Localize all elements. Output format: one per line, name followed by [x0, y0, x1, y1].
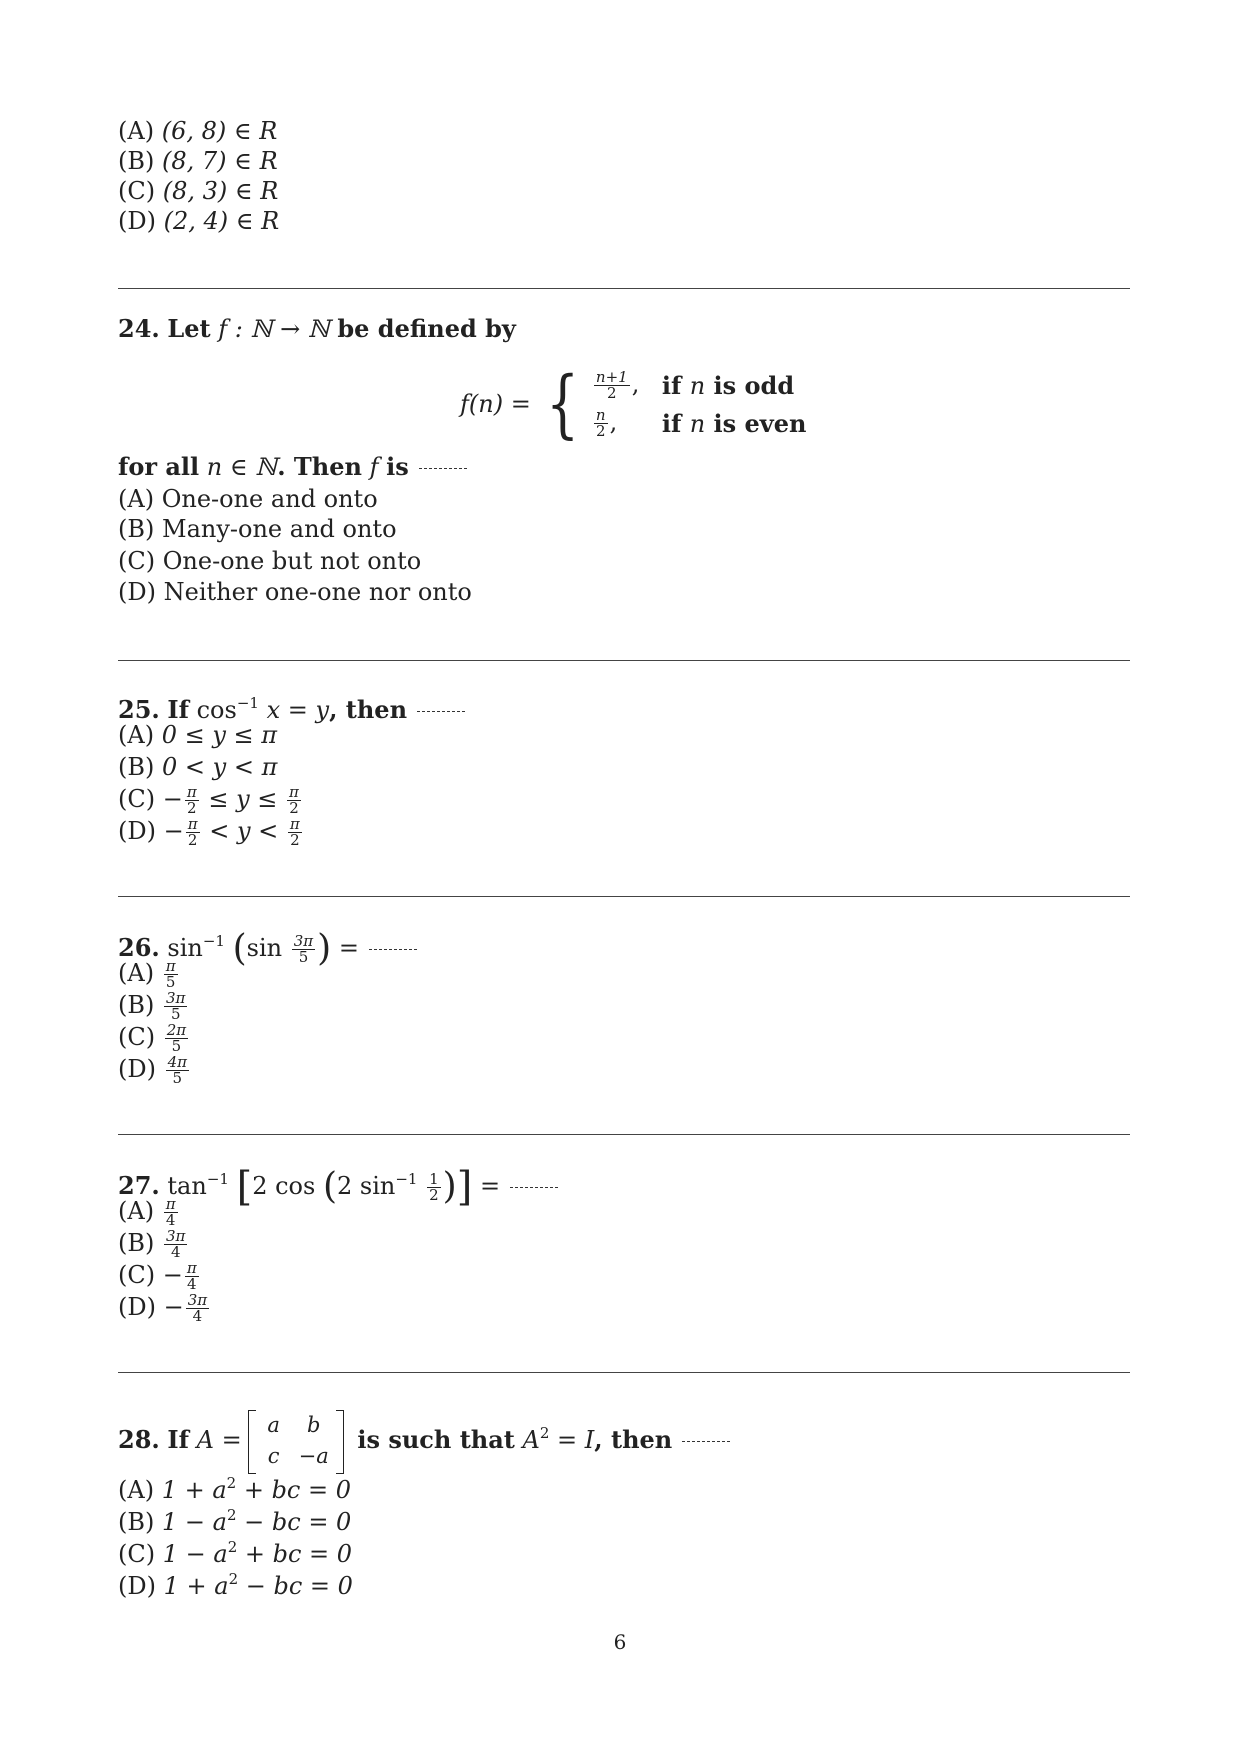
q23-option-b: (B) (8, 7) ∈ R — [118, 147, 278, 175]
q27-option-a: (A) $\frac{\pi}{4}$ — [118, 1195, 176, 1229]
q26-stem: 26. $\sin^{-1} (\sin$ $\frac{3\pi}{5}$ ) = — [118, 926, 417, 965]
left-brace-icon: { — [545, 361, 579, 447]
q26-option-b: (B) $\frac{3\pi}{5}$ — [118, 989, 186, 1023]
q24-option-d: (D) Neither one-one nor onto — [118, 578, 472, 606]
q24-case1-fraction: $\frac{n+1}{2}$ — [595, 367, 628, 402]
q23-option-c: (C) (8, 3) ∈ R — [118, 177, 279, 205]
q28-number: 28. — [118, 1425, 160, 1454]
q28-option-a: (A) $1 + a^2$ + bc = 0 — [118, 1474, 352, 1504]
separator — [118, 1372, 1130, 1373]
q27-number: 27. — [118, 1171, 160, 1200]
q26-option-c: (C) $\frac{2\pi}{5}$ — [118, 1021, 187, 1055]
q25-option-a: (A) 0 ≤ y ≤ π — [118, 721, 278, 749]
q27-option-d: (D) − $\frac{3\pi}{4}$ — [118, 1291, 208, 1325]
answer-blank — [417, 711, 465, 712]
q28-option-d: (D) $1 + a^2$ − bc = 0 — [118, 1570, 353, 1600]
q23-option-a: (A) (6, 8) ∈ R — [118, 117, 278, 145]
q24-case2-fraction: $\frac{n}{2}$ — [595, 405, 606, 440]
separator — [118, 660, 1130, 661]
q27-option-b: (B) $\frac{3\pi}{4}$ — [118, 1227, 186, 1261]
separator — [118, 1134, 1130, 1135]
page-number: 6 — [613, 1630, 627, 1654]
q24-option-c: (C) One-one but not onto — [118, 547, 422, 575]
q25-option-b: (B) 0 < y < π — [118, 753, 278, 781]
separator — [118, 288, 1130, 289]
q24-option-b: (B) Many-one and onto — [118, 515, 397, 543]
q24-piecewise-function: f(n) = { $\frac{n+1}{2}$ , if n is odd $\frac{n}{2}$ , if n is even — [460, 361, 807, 447]
q27-stem: 27. $\tan^{-1} [2$ cos (2 $\sin^{-1}$ $\frac{1}{2}$ )] = — [118, 1164, 558, 1203]
q24-option-a: (A) One-one and onto — [118, 485, 378, 513]
q25-option-d: (D) − $\frac{\pi}{2}$ < y < $\frac{\pi}{2}$ — [118, 815, 300, 849]
separator — [118, 896, 1130, 897]
q24-number: 24. — [118, 314, 160, 343]
q28-matrix: a b c −a — [248, 1410, 344, 1474]
q24-stem-tail: for all n ∈ ℕ. Then f is — [118, 452, 467, 482]
q23-option-d-text: (2, 4) ∈ R — [163, 207, 280, 235]
q25-stem: 25. If $\cos^{-1} x = y$, then — [118, 688, 465, 725]
answer-blank — [682, 1441, 730, 1442]
q26-option-a: (A) $\frac{\pi}{5}$ — [118, 957, 176, 991]
q28-option-b: (B) $1 - a^2$ − bc = 0 — [118, 1506, 352, 1536]
q23-option-d: (D) (2, 4) ∈ R — [118, 207, 280, 235]
q26-number: 26. — [118, 933, 160, 962]
q24-stem: 24. Let f : ℕ → ℕ be defined by — [118, 314, 516, 343]
q28-option-c: (C) $1 - a^2$ + bc = 0 — [118, 1538, 353, 1568]
q23-option-c-text: (8, 3) ∈ R — [162, 177, 279, 205]
q25-option-c: (C) − $\frac{\pi}{2}$ ≤ y ≤ $\frac{\pi}{2}$ — [118, 783, 299, 817]
q28-stem: 28. If A = a b c −a is such that $A^2 = I$, then — [118, 1398, 730, 1475]
answer-blank — [369, 949, 417, 950]
q23-option-b-text: (8, 7) ∈ R — [162, 147, 278, 175]
answer-blank — [419, 468, 467, 469]
q27-option-c: (C) − $\frac{\pi}{4}$ — [118, 1259, 197, 1293]
q26-option-d: (D) $\frac{4\pi}{5}$ — [118, 1053, 188, 1087]
answer-blank — [510, 1187, 558, 1188]
q23-option-a-text: (6, 8) ∈ R — [161, 117, 278, 145]
q25-number: 25. — [118, 695, 160, 724]
